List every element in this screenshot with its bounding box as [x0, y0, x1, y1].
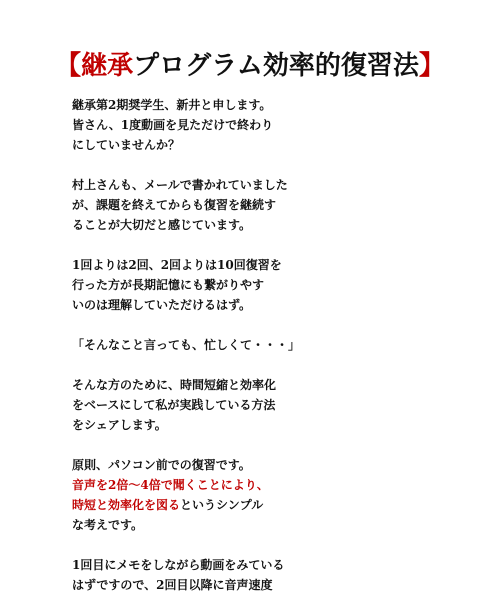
text-line: をベースにして私が実践している方法 — [72, 398, 276, 412]
text-line: いのは理解していただけるはず。 — [72, 298, 252, 312]
text-line: ることが大切だと感じています。 — [72, 218, 252, 232]
text-line: 村上さんも、メールで書かれていました — [72, 178, 288, 192]
highlight-text: 時短と効率化を図る — [72, 498, 181, 512]
text-line: 「そんなこと言っても、忙しくて・・・」 — [72, 338, 301, 352]
paragraph-principle — [72, 455, 442, 535]
text-segment: というシンプル — [180, 498, 264, 512]
paragraph-method-intro — [72, 375, 442, 435]
document-body — [72, 95, 442, 615]
text-line: 1回目にメモをしながら動画をみている — [72, 558, 285, 572]
paragraph-quote — [72, 335, 442, 355]
text-line: な考えです。 — [72, 518, 144, 532]
paragraph-continue-review — [72, 175, 442, 235]
text-line: 継承第2期奨学生、新井と申します。 — [72, 98, 272, 112]
text-line: そんな方のために、時間短縮と効率化 — [72, 378, 277, 392]
text-line: 1回よりは2回、2回よりは10回復習を — [72, 258, 282, 272]
title-open-bracket: 【 — [55, 51, 82, 81]
paragraph-long-term-memory — [72, 255, 442, 315]
highlight-text-line: 音声を2倍～4倍で聞くことにより、 — [72, 478, 269, 492]
title-rest: プログラム効率的復習法 — [133, 51, 419, 81]
paragraph-intro — [72, 95, 442, 155]
text-line: 原則、パソコン前での復習です。 — [72, 458, 251, 472]
title-close-bracket: 】 — [418, 51, 445, 81]
document-title — [0, 50, 500, 82]
text-line: はずですので、2回目以降に音声速度 — [72, 578, 273, 592]
paragraph-first-viewing — [72, 555, 442, 595]
title-highlight: 継承 — [81, 51, 134, 81]
text-line: をシェアします。 — [72, 418, 167, 432]
text-line: が、課題を終えてからも復習を継続す — [72, 198, 277, 212]
mixed-text-line — [72, 495, 442, 515]
text-line: 行った方が長期記憶にも繋がりやす — [72, 278, 265, 292]
text-line: 皆さん、1度動画を見ただけで終わり — [72, 118, 274, 132]
text-line: にしていませんか？ — [72, 138, 181, 152]
